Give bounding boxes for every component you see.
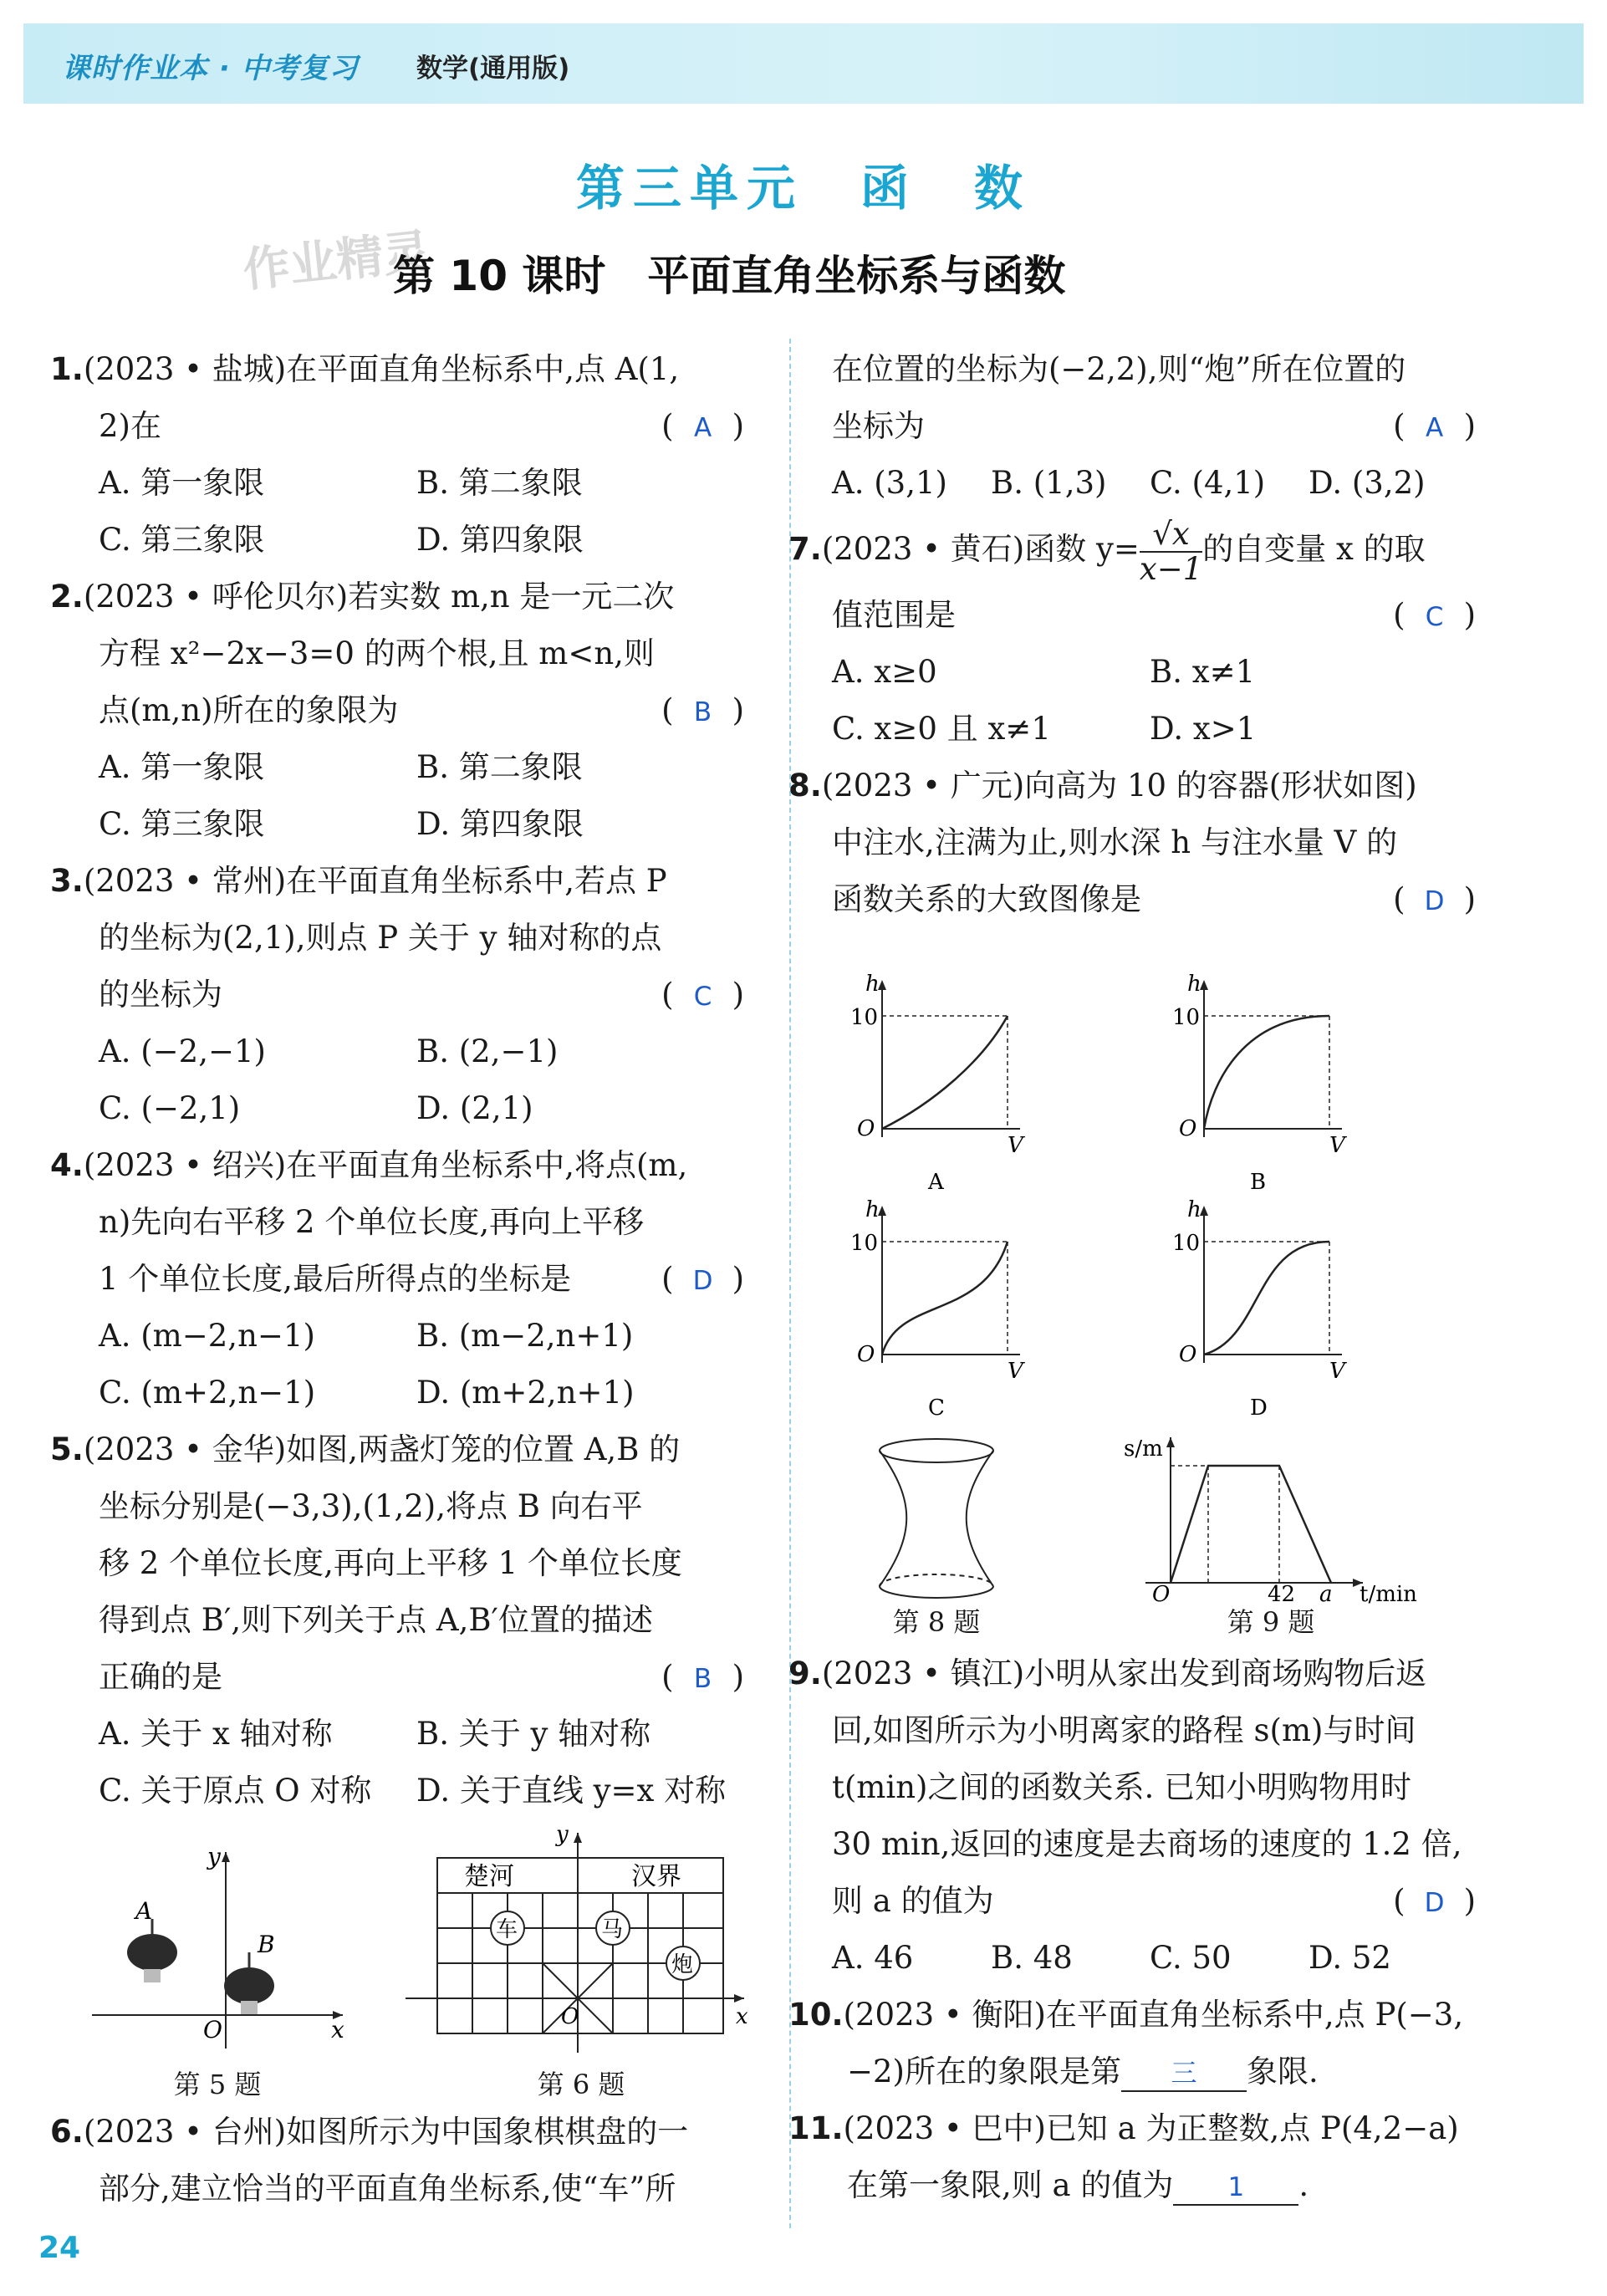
origin-label: O <box>857 1116 875 1141</box>
question-2 <box>50 569 744 853</box>
question-text: (2023 • 衡阳)在平面直角坐标系中,点 P(−3, <box>843 1997 1464 2033</box>
option-a: A. 第一象限 <box>99 749 265 785</box>
answer-bracket: ( A ) <box>1393 398 1476 457</box>
question-text: 点(m,n)所在的象限为 <box>99 692 399 728</box>
option-a: A. (m−2,n−1) <box>99 1318 315 1354</box>
tick-10: 10 <box>850 1005 879 1030</box>
tick-a: a <box>1319 1582 1333 1607</box>
option-a: A. x≥0 <box>832 654 937 690</box>
question-11 <box>788 2100 1476 2214</box>
origin-label: O <box>203 2016 222 2043</box>
figure-5-lanterns <box>84 1835 360 2061</box>
h-label: h <box>865 1197 880 1222</box>
question-text: 值范围是 <box>832 597 956 633</box>
question-number: 9. <box>788 1656 822 1691</box>
question-5 <box>50 1421 744 1819</box>
figure-8-container <box>870 1434 1003 1610</box>
question-text: (2023 • 金华)如图,两盏灯笼的位置 A,B 的 <box>83 1431 681 1467</box>
option-c: C. 第三象限 <box>99 806 265 842</box>
question-text: 在第一象限,则 a 的值为 <box>847 2167 1174 2203</box>
question-number: 2. <box>50 579 84 615</box>
tick-42: 42 <box>1268 1582 1296 1607</box>
option-b: B. (m−2,n+1) <box>416 1318 634 1354</box>
origin-label: O <box>857 1342 875 1367</box>
figure-6-chessboard <box>406 1823 757 2065</box>
option-b: B. (1,3) <box>991 465 1107 501</box>
question-text: 的自变量 x 的取 <box>1202 531 1426 567</box>
answer-value: B <box>693 1664 712 1694</box>
question-text: 则 a 的值为 <box>832 1883 994 1919</box>
question-text: 的坐标为(2,1),则点 P 关于 y 轴对称的点 <box>99 920 662 956</box>
piece-pao-label: 炮 <box>671 1952 694 1977</box>
graph-option-a <box>850 972 1025 1195</box>
question-10 <box>788 1987 1476 2100</box>
option-b: B. 第二象限 <box>416 749 583 785</box>
question-text: 在位置的坐标为(−2,2),则“炮”所在位置的 <box>832 351 1406 387</box>
question-6-right <box>832 341 1476 512</box>
v-label: V <box>1008 1133 1023 1158</box>
option-c: C. (m+2,n−1) <box>99 1375 316 1411</box>
fraction-denominator: x−1 <box>1139 550 1203 587</box>
graph-label: A <box>928 1170 944 1195</box>
answer-value: A <box>1425 413 1444 443</box>
answer-value: A <box>693 413 712 443</box>
option-d: D. (2,1) <box>416 1090 533 1126</box>
option-a: A. (−2,−1) <box>99 1033 266 1069</box>
y-label: y <box>207 1843 221 1870</box>
answer-value: D <box>1424 1888 1445 1918</box>
answer-bracket: ( A ) <box>661 398 744 457</box>
figure-6-caption: 第 6 题 <box>537 2069 625 2100</box>
option-c: C. 第三象限 <box>99 522 265 558</box>
page-header <box>23 23 1584 104</box>
tick-10: 10 <box>850 1231 879 1256</box>
figure-9-caption: 第 9 题 <box>1227 1606 1315 1638</box>
lesson-title: 第 10 课时 平面直角坐标系与函数 <box>393 252 1066 300</box>
question-text: (2023 • 镇江)小明从家出发到商场购物后返 <box>821 1656 1427 1691</box>
unit-title: 第三单元 函 数 <box>575 160 1031 217</box>
answer-bracket: ( D ) <box>1393 871 1476 930</box>
page-number: 24 <box>38 2231 81 2265</box>
question-3 <box>50 853 744 1137</box>
answer-bracket: ( D ) <box>1393 1873 1476 1931</box>
option-d: D. x>1 <box>1150 711 1257 747</box>
figure-8-caption: 第 8 题 <box>892 1606 981 1638</box>
question-text: (2023 • 常州)在平面直角坐标系中,若点 P <box>83 863 667 899</box>
option-b: B. x≠1 <box>1150 654 1256 690</box>
option-a: A. 第一象限 <box>99 465 265 501</box>
question-number: 8. <box>788 768 822 804</box>
question-text: . <box>1298 2167 1309 2203</box>
point-b-label: B <box>258 1931 275 1958</box>
question-text: 的坐标为 <box>99 977 222 1013</box>
origin-label: O <box>561 2004 579 2029</box>
graph-option-c <box>850 1197 1025 1421</box>
answer-bracket: ( B ) <box>661 1649 744 1707</box>
option-c: C. (−2,1) <box>99 1090 241 1126</box>
option-d: D. 第四象限 <box>416 806 584 842</box>
question-text: 回,如图所示为小明离家的路程 s(m)与时间 <box>832 1712 1416 1748</box>
right-column-lower <box>788 1645 1476 2214</box>
question-text: −2)所在的象限是第 <box>847 2054 1121 2089</box>
q8-graphs <box>819 970 1345 1455</box>
option-b: B. 关于 y 轴对称 <box>416 1716 651 1752</box>
graph-label: B <box>1250 1170 1267 1195</box>
x-label: x <box>736 2004 748 2029</box>
v-label: V <box>1008 1359 1023 1384</box>
answer-value: D <box>1424 886 1445 916</box>
question-text: t(min)之间的函数关系. 已知小明购物用时 <box>832 1769 1412 1805</box>
question-7 <box>788 512 1476 758</box>
watermark: 作业精灵 <box>240 224 433 298</box>
answer-bracket: ( C ) <box>661 967 744 1025</box>
question-6-left <box>50 2104 744 2217</box>
option-d: D. (3,2) <box>1309 465 1426 501</box>
v-label: V <box>1329 1359 1345 1384</box>
question-number: 7. <box>788 531 822 567</box>
curve <box>1204 1242 1329 1355</box>
origin-label: O <box>1179 1116 1197 1141</box>
option-c: C. 50 <box>1150 1940 1232 1976</box>
question-4 <box>50 1137 744 1421</box>
answer-blank: 三 <box>1121 2057 1247 2092</box>
h-label: h <box>1187 1197 1201 1222</box>
option-c: C. (4,1) <box>1150 465 1266 501</box>
tick-10: 10 <box>1172 1005 1201 1030</box>
question-9 <box>788 1645 1476 1987</box>
x-axis-label: t/min <box>1360 1582 1417 1607</box>
right-column <box>788 341 1476 928</box>
answer-value: D <box>692 1266 713 1296</box>
h-label: h <box>865 972 880 997</box>
subject-title: 数学(通用版) <box>416 54 570 84</box>
answer-value: C <box>693 982 712 1012</box>
graph-option-d <box>1172 1197 1347 1421</box>
graph-option-b <box>1172 972 1347 1195</box>
question-1 <box>50 341 744 569</box>
y-label: y <box>556 1822 569 1847</box>
piece-che-label: 车 <box>496 1917 518 1942</box>
answer-value: C <box>1425 602 1444 632</box>
question-text: n)先向右平移 2 个单位长度,再向上平移 <box>99 1204 645 1240</box>
curve <box>882 1016 1008 1129</box>
question-number: 3. <box>50 863 84 899</box>
option-b: B. (2,−1) <box>416 1033 559 1069</box>
option-d: D. (m+2,n+1) <box>416 1375 635 1411</box>
option-d: D. 第四象限 <box>416 522 584 558</box>
question-text: (2023 • 广元)向高为 10 的容器(形状如图) <box>821 768 1417 804</box>
question-text: (2023 • 黄石)函数 y= <box>821 531 1140 567</box>
answer-bracket: ( C ) <box>1393 587 1476 645</box>
series-title: 课时作业本 · 中考复习 <box>62 52 359 85</box>
figure-5-caption: 第 5 题 <box>173 2069 262 2100</box>
question-text: 方程 x²−2x−3=0 的两个根,且 m<n,则 <box>99 635 655 671</box>
graph-label: C <box>928 1395 945 1421</box>
question-text: 30 min,返回的速度是去商场的速度的 1.2 倍, <box>832 1826 1462 1862</box>
left-column <box>50 341 744 1819</box>
question-text: (2023 • 呼伦贝尔)若实数 m,n 是一元二次 <box>83 579 675 615</box>
fraction-numerator: √x <box>1140 518 1202 553</box>
v-label: V <box>1329 1133 1345 1158</box>
lantern-b <box>224 1952 274 2014</box>
point-a-label: A <box>135 1897 153 1925</box>
question-text: 正确的是 <box>99 1659 222 1695</box>
question-text: 1 个单位长度,最后所得点的坐标是 <box>99 1261 572 1297</box>
x-label: x <box>331 2016 344 2043</box>
option-b: B. 第二象限 <box>416 465 583 501</box>
question-text: (2023 • 台州)如图所示为中国象棋棋盘的一 <box>83 2114 689 2150</box>
question-text: 2)在 <box>99 408 161 444</box>
question-text: 得到点 B′,则下列关于点 A,B′位置的描述 <box>99 1602 653 1638</box>
question-text: 坐标分别是(−3,3),(1,2),将点 B 向右平 <box>99 1488 643 1524</box>
question-text: (2023 • 巴中)已知 a 为正整数,点 P(4,2−a) <box>843 2110 1459 2146</box>
question-number: 6. <box>50 2114 84 2150</box>
question-number: 5. <box>50 1431 84 1467</box>
option-b: B. 48 <box>991 1940 1073 1976</box>
curve <box>1204 1016 1329 1129</box>
question-number: 1. <box>50 351 84 387</box>
origin-label: O <box>1152 1582 1171 1607</box>
option-c: C. x≥0 且 x≠1 <box>832 711 1051 747</box>
answer-bracket: ( B ) <box>661 682 744 741</box>
question-text: 中注水,注满为止,则水深 h 与注水量 V 的 <box>832 824 1398 860</box>
question-text: 象限. <box>1246 2054 1319 2089</box>
h-label: h <box>1187 972 1201 997</box>
question-text: 部分,建立恰当的平面直角坐标系,使“车”所 <box>99 2171 676 2207</box>
answer-bracket: ( D ) <box>661 1251 744 1309</box>
tick-10: 10 <box>1172 1231 1201 1256</box>
question-text: (2023 • 绍兴)在平面直角坐标系中,将点(m, <box>83 1147 688 1183</box>
answer-value: B <box>693 697 712 727</box>
option-c: C. 关于原点 O 对称 <box>99 1773 372 1809</box>
river-label-chu: 楚河 <box>464 1862 514 1891</box>
question-number: 4. <box>50 1147 84 1183</box>
option-d: D. 关于直线 y=x 对称 <box>416 1773 727 1809</box>
curve <box>882 1242 1008 1355</box>
river-label-han: 汉界 <box>631 1862 681 1891</box>
answer-blank: 1 <box>1173 2171 1298 2206</box>
option-a: A. 关于 x 轴对称 <box>99 1716 333 1752</box>
question-text: 函数关系的大致图像是 <box>832 881 1141 917</box>
question-number: 10. <box>788 1997 844 2033</box>
y-axis-label: s/m <box>1124 1436 1163 1462</box>
option-a: A. 46 <box>832 1940 914 1976</box>
question-text: (2023 • 盐城)在平面直角坐标系中,点 A(1, <box>83 351 680 387</box>
option-d: D. 52 <box>1309 1940 1391 1976</box>
question-text: 坐标为 <box>832 408 925 444</box>
piece-ma-label: 马 <box>601 1917 624 1942</box>
figure-9-graph <box>1112 1426 1472 1605</box>
fraction <box>1139 515 1203 587</box>
option-a: A. (3,1) <box>832 465 947 501</box>
origin-label: O <box>1179 1342 1197 1367</box>
question-number: 11. <box>788 2110 844 2146</box>
question-text: 移 2 个单位长度,再向上平移 1 个单位长度 <box>99 1545 682 1581</box>
question-8 <box>788 758 1476 928</box>
distance-line <box>1171 1466 1331 1583</box>
lantern-a <box>127 1919 177 1982</box>
graph-label: D <box>1250 1395 1268 1421</box>
